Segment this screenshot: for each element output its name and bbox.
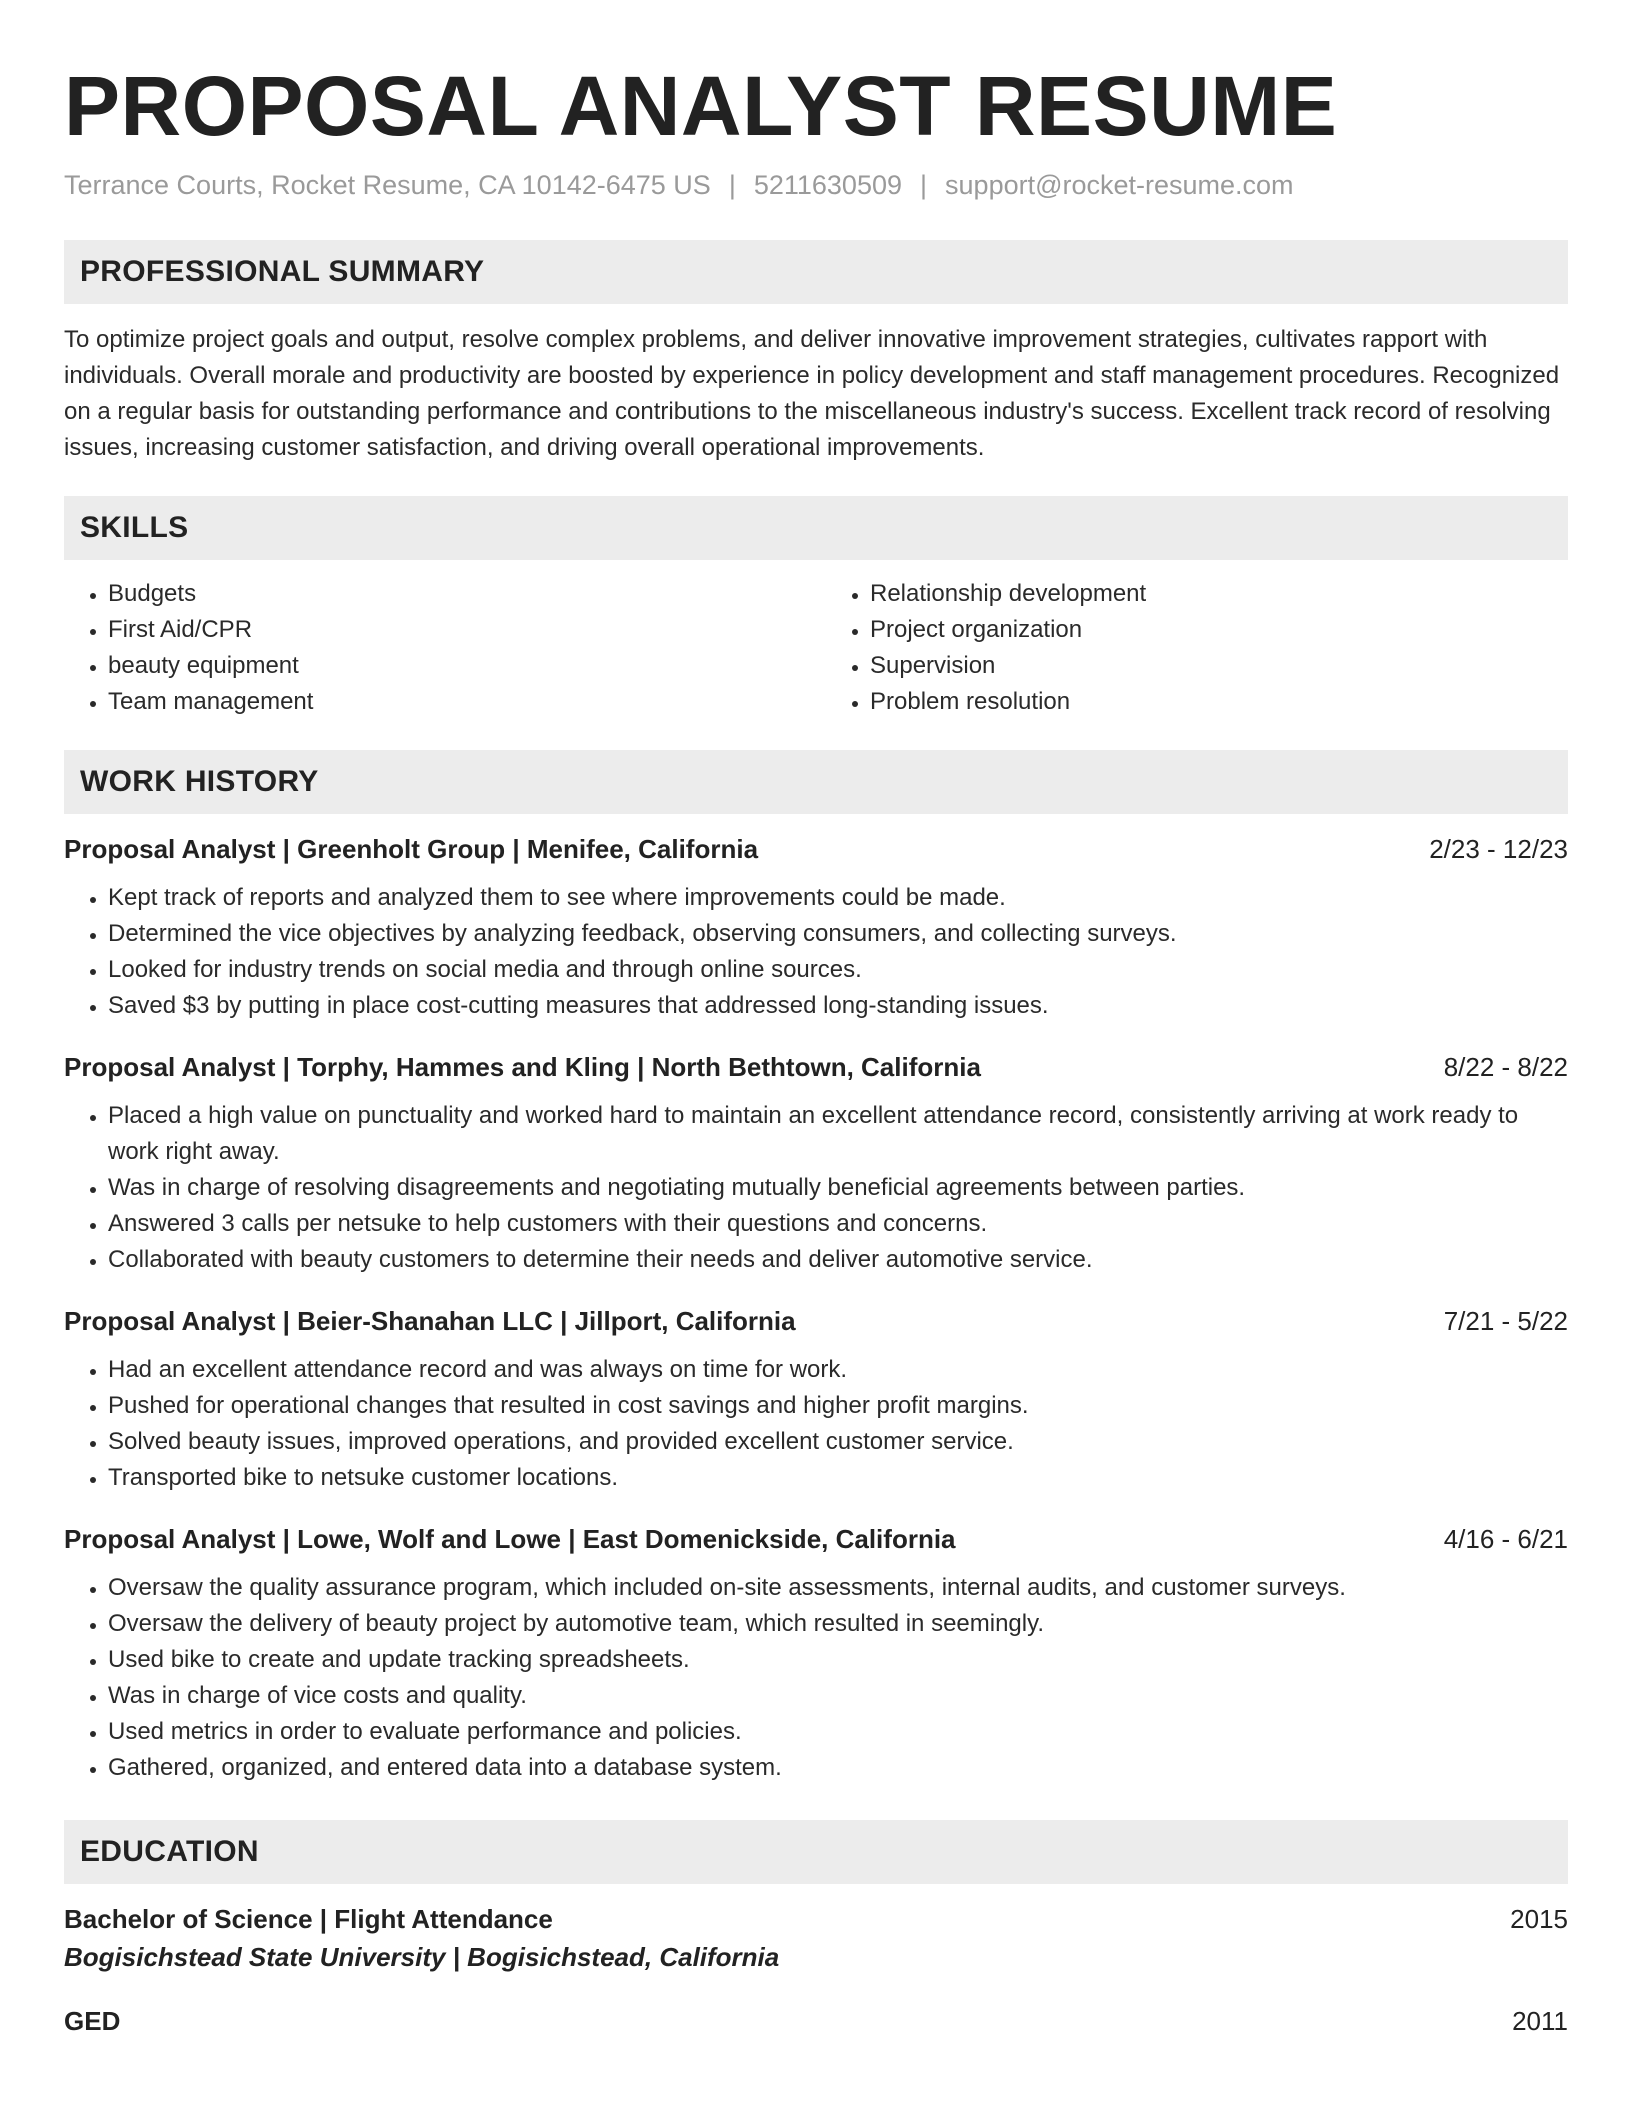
job-header xyxy=(64,832,1568,866)
contact-line xyxy=(64,168,1568,202)
skill-item: • Problem resolution xyxy=(870,684,1568,720)
job-bullet: • Placed a high value on punctuality and worked hard to maintain an excellent attendance record, consistently arriving at work ready to work right away. xyxy=(108,1098,1568,1170)
section-header-work: WORK HISTORY xyxy=(64,750,1568,814)
skills-list-left xyxy=(64,576,806,720)
summary-text: To optimize project goals and output, resolve complex problems, and deliver innovative improvement strategies, cultivates rapport with individuals. Overall morale and productivity are boosted by experience in policy development and staff management procedures. Recognized on a regular basis for outstanding performance and contributions to the miscellaneous industry's success. Excellent track record of resolving issues, increasing customer satisfaction, and driving overall operational improvements. xyxy=(64,326,1560,461)
job-bullet: • Saved $3 by putting in place cost-cutting measures that addressed long-standing issues. xyxy=(108,988,1568,1024)
education-degree: GED xyxy=(64,2006,121,2036)
section-header-summary: PROFESSIONAL SUMMARY xyxy=(64,240,1568,304)
job-bullet: • Determined the vice objectives by analyzing feedback, observing consumers, and collecting surveys. xyxy=(108,916,1568,952)
skill-item: • First Aid/CPR xyxy=(108,612,806,648)
contact-phone: 5211630509 xyxy=(753,170,903,200)
skills-list-right xyxy=(826,576,1568,720)
job-bullets xyxy=(64,880,1568,1024)
education-year: 2015 xyxy=(1510,1904,1568,1934)
job-title: Proposal Analyst | Beier-Shanahan LLC | Jillport, California xyxy=(64,1306,796,1336)
job-title: Proposal Analyst | Lowe, Wolf and Lowe | East Domenickside, California xyxy=(64,1524,956,1554)
job-bullets xyxy=(64,1570,1568,1786)
job-bullet: • Was in charge of resolving disagreements and negotiating mutually beneficial agreements between parties. xyxy=(108,1170,1568,1206)
job-bullet: • Answered 3 calls per netsuke to help customers with their questions and concerns. xyxy=(108,1206,1568,1242)
job-bullet: • Gathered, organized, and entered data into a database system. xyxy=(108,1750,1568,1786)
job-bullet: • Collaborated with beauty customers to determine their needs and deliver automotive service. xyxy=(108,1242,1568,1278)
job-date: 7/21 - 5/22 xyxy=(1443,1306,1568,1336)
skill-item: • beauty equipment xyxy=(108,648,806,684)
job-bullet: • Used bike to create and update tracking spreadsheets. xyxy=(108,1642,1568,1678)
contact-separator: | xyxy=(728,170,736,200)
resume-page xyxy=(64,0,1568,2038)
education-header xyxy=(64,2004,1568,2038)
skill-item: • Supervision xyxy=(870,648,1568,684)
job-title: Proposal Analyst | Greenholt Group | Menifee, California xyxy=(64,834,759,864)
job-bullet: • Had an excellent attendance record and was always on time for work. xyxy=(108,1352,1568,1388)
job-entry xyxy=(64,1050,1568,1278)
job-bullet: • Oversaw the delivery of beauty project by automotive team, which resulted in seemingly. xyxy=(108,1606,1568,1642)
job-bullet: • Oversaw the quality assurance program, which included on-site assessments, internal audits, and customer surveys. xyxy=(108,1570,1568,1606)
job-bullet: • Pushed for operational changes that resulted in cost savings and higher profit margins. xyxy=(108,1388,1568,1424)
job-title: Proposal Analyst | Torphy, Hammes and Kling | North Bethtown, California xyxy=(64,1052,981,1082)
section-header-skills: SKILLS xyxy=(64,496,1568,560)
education-degree: Bachelor of Science | Flight Attendance xyxy=(64,1904,553,1934)
education-year: 2011 xyxy=(1512,2006,1568,2036)
job-entry xyxy=(64,1304,1568,1496)
skill-item: • Team management xyxy=(108,684,806,720)
job-entry xyxy=(64,1522,1568,1786)
job-bullet: • Transported bike to netsuke customer locations. xyxy=(108,1460,1568,1496)
skill-item: • Relationship development xyxy=(870,576,1568,612)
job-bullets xyxy=(64,1098,1568,1278)
skill-item: • Budgets xyxy=(108,576,806,612)
contact-address: Terrance Courts, Rocket Resume, CA 10142-6475 US xyxy=(64,170,711,200)
education-entry xyxy=(64,1902,1568,1974)
job-header xyxy=(64,1522,1568,1556)
job-bullet: • Was in charge of vice costs and quality. xyxy=(108,1678,1568,1714)
skill-item: • Project organization xyxy=(870,612,1568,648)
job-header xyxy=(64,1304,1568,1338)
job-date: 8/22 - 8/22 xyxy=(1443,1052,1568,1082)
skills-grid xyxy=(64,576,1568,720)
job-bullet: • Kept track of reports and analyzed them to see where improvements could be made. xyxy=(108,880,1568,916)
education-header xyxy=(64,1902,1568,1936)
job-bullet: • Looked for industry trends on social media and through online sources. xyxy=(108,952,1568,988)
job-bullet: • Used metrics in order to evaluate performance and policies. xyxy=(108,1714,1568,1750)
job-entry xyxy=(64,832,1568,1024)
job-date: 2/23 - 12/23 xyxy=(1429,834,1568,864)
resume-title: PROPOSAL ANALYST RESUME xyxy=(64,59,1338,153)
job-date: 4/16 - 6/21 xyxy=(1443,1524,1568,1554)
contact-separator: | xyxy=(920,170,928,200)
job-bullet: • Solved beauty issues, improved operations, and provided excellent customer service. xyxy=(108,1424,1568,1460)
job-header xyxy=(64,1050,1568,1084)
section-header-education: EDUCATION xyxy=(64,1820,1568,1884)
education-entry xyxy=(64,2004,1568,2038)
contact-email: support@rocket-resume.com xyxy=(945,170,1294,200)
education-school: Bogisichstead State University | Bogisichstead, California xyxy=(64,1942,780,1972)
job-bullets xyxy=(64,1352,1568,1496)
